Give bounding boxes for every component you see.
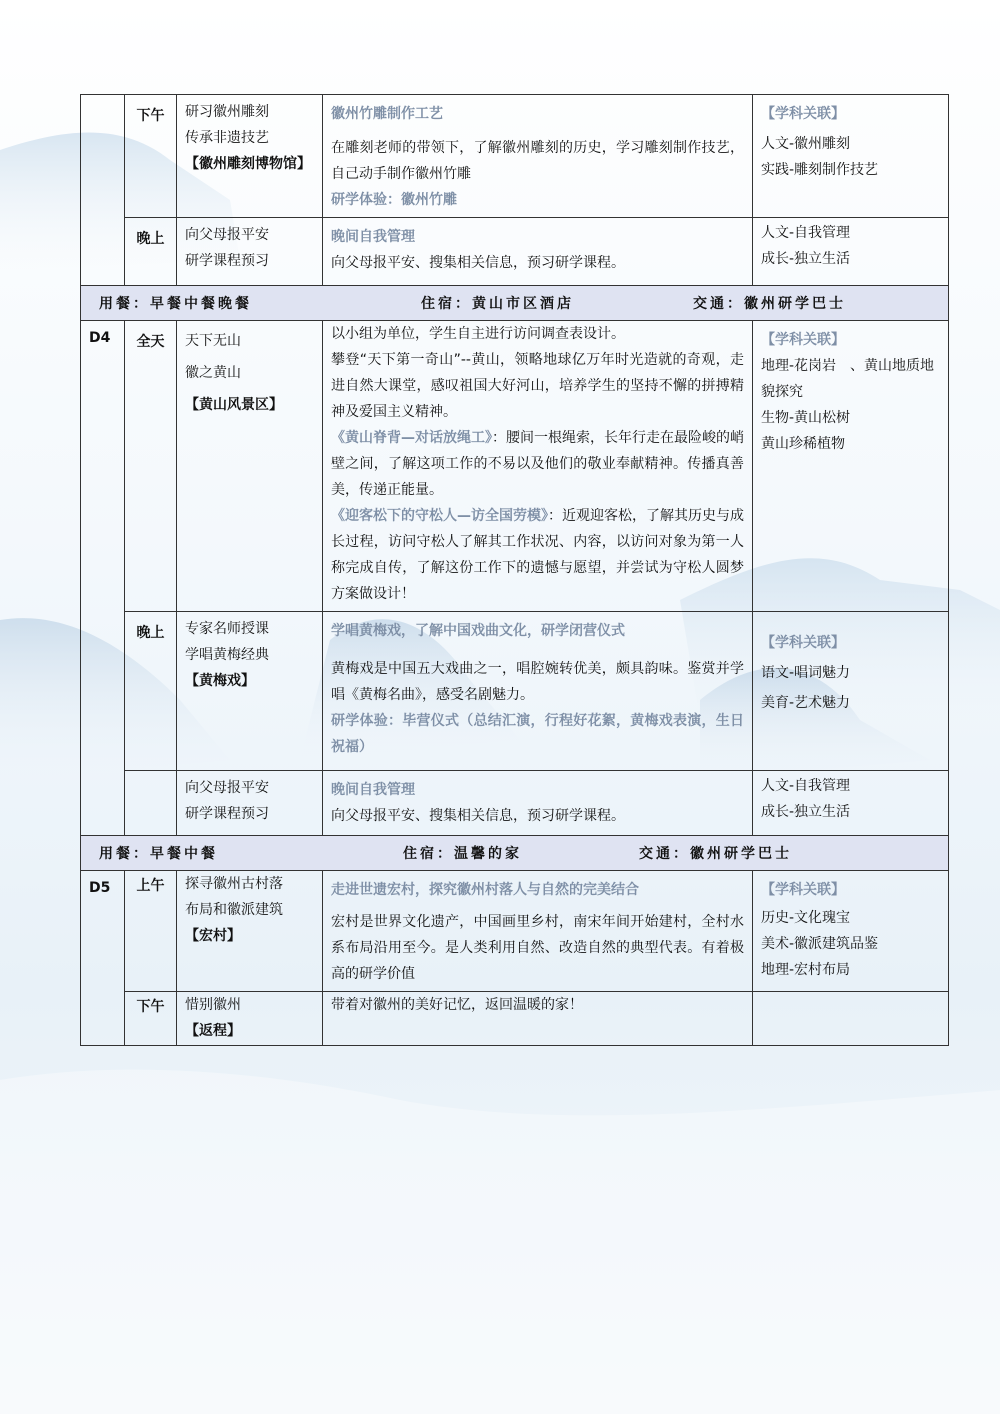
day-cell: D5 (81, 871, 125, 1046)
activity-line: 研习徽州雕刻 (185, 104, 269, 120)
subject-cell (753, 321, 949, 612)
table-row (81, 612, 949, 771)
subject-item: 成长-独立生活 (761, 251, 851, 267)
lodging-info: 住宿：温馨的家 (403, 846, 522, 862)
sub-title: 《黄山脊背—对话放绳工》 (331, 430, 492, 446)
summary-row (81, 286, 949, 321)
subject-item: 美术-徽派建筑品鉴 (761, 936, 879, 952)
content-cell (323, 321, 753, 612)
content-cell (323, 218, 753, 286)
subject-cell (753, 95, 949, 218)
activity-cell (177, 771, 323, 836)
activity-line: 向父母报平安 (185, 227, 269, 243)
content-desc: 向父母报平安、搜集相关信息，预习研学课程。 (331, 808, 625, 824)
experience-label: 研学体验：毕营仪式（总结汇演，行程好花絮，黄梅戏表演，生日祝福） (331, 713, 744, 755)
activity-line: 学唱黄梅经典 (185, 647, 269, 663)
time-cell: 上午 (125, 871, 177, 992)
transport-info: 交通：徽州研学巴士 (639, 846, 792, 862)
subject-item: 人文-自我管理 (761, 778, 851, 794)
activity-cell (177, 218, 323, 286)
place-label: 【徽州雕刻博物馆】 (185, 156, 311, 172)
subject-item: 人文-徽州雕刻 (761, 136, 851, 152)
place-label: 【黄梅戏】 (185, 673, 255, 689)
content-desc: 带着对徽州的美好记忆，返回温暖的家！ (331, 997, 583, 1013)
subject-tag: 【学科关联】 (761, 106, 845, 122)
subject-cell (753, 771, 949, 836)
activity-line: 专家名师授课 (185, 621, 269, 637)
meal-info: 用餐：早餐中餐 (99, 846, 218, 862)
day-cell (81, 95, 125, 286)
time-cell (125, 771, 177, 836)
content-desc: 在雕刻老师的带领下，了解徽州雕刻的历史，学习雕刻制作技艺，自己动手制作徽州竹雕 (331, 140, 744, 182)
subject-item: 实践-雕刻制作技艺 (761, 162, 879, 178)
activity-cell (177, 871, 323, 992)
content-cell (323, 771, 753, 836)
summary-cell (81, 286, 949, 321)
subject-item: 地理-宏村布局 (761, 962, 851, 978)
activity-line: 研学课程预习 (185, 253, 269, 269)
subject-item: 人文-自我管理 (761, 225, 851, 241)
content-para: 攀登“天下第一奇山”--黄山，领略地球亿万年时光造就的奇观，走进自然大课堂，感叹祖国大好河山，培养学生的坚持不懈的拼搏精神及爱国主义精神。 (331, 352, 744, 420)
activity-cell (177, 992, 323, 1046)
subject-item: 地理-花岗岩 、黄山地质地貌探究 (761, 358, 935, 400)
content-cell (323, 992, 753, 1046)
subject-cell (753, 612, 949, 771)
summary-row (81, 836, 949, 871)
activity-cell (177, 612, 323, 771)
content-desc: 宏村是世界文化遗产，中国画里乡村，南宋年间开始建村，全村水系布局沿用至今。是人类利用自然、改造自然的典型代表。有着极高的研学价值 (331, 914, 744, 982)
content-desc: 向父母报平安、搜集相关信息，预习研学课程。 (331, 255, 625, 271)
table-row (81, 771, 949, 836)
time-cell: 晚上 (125, 612, 177, 771)
activity-line: 徽之黄山 (185, 365, 241, 381)
table-row (81, 992, 949, 1046)
content-desc: 黄梅戏是中国五大戏曲之一，唱腔婉转优美，颇具韵味。鉴赏并学唱《黄梅名曲》，感受名剧魅力。 (331, 661, 744, 703)
activity-line: 惜别徽州 (185, 997, 241, 1013)
day-cell: D4 (81, 321, 125, 836)
table-row (81, 95, 949, 218)
place-label: 【宏村】 (185, 928, 241, 944)
subject-cell (753, 992, 949, 1046)
place-label: 【返程】 (185, 1023, 241, 1039)
subject-item: 黄山珍稀植物 (761, 436, 845, 452)
content-cell (323, 95, 753, 218)
activity-line: 布局和徽派建筑 (185, 902, 283, 918)
activity-cell (177, 95, 323, 218)
content-title: 走进世遗宏村，探究徽州村落人与自然的完美结合 (331, 882, 639, 898)
subject-item: 语文-唱词魅力 (761, 665, 851, 681)
content-para (331, 425, 744, 503)
lodging-info: 住宿：黄山市区酒店 (421, 296, 574, 312)
subject-cell (753, 871, 949, 992)
subject-item: 成长-独立生活 (761, 804, 851, 820)
time-cell: 下午 (125, 992, 177, 1046)
activity-cell (177, 321, 323, 612)
activity-line: 研学课程预习 (185, 806, 269, 822)
experience-label: 研学体验：徽州竹雕 (331, 192, 457, 208)
content-para: 以小组为单位，学生自主进行访问调查表设计。 (331, 326, 625, 342)
table-row (81, 321, 949, 612)
time-cell: 晚上 (125, 218, 177, 286)
content-title: 学唱黄梅戏，了解中国戏曲文化，研学闭营仪式 (331, 623, 625, 639)
subject-cell (753, 218, 949, 286)
time-cell: 全天 (125, 321, 177, 612)
subject-tag: 【学科关联】 (761, 882, 845, 898)
itinerary-table (80, 94, 949, 1046)
place-label: 【黄山风景区】 (185, 397, 283, 413)
sub-desc: ：近观迎客松，了解其历史与成长过程，访问守松人了解其工作状况、内容，以访问对象为第一人称完成自传，了解这份工作下的遗憾与愿望，并尝试为守松人圆梦方案做设计！ (331, 508, 744, 602)
content-cell (323, 612, 753, 771)
activity-line: 传承非遗技艺 (185, 130, 269, 146)
content-title: 徽州竹雕制作工艺 (331, 106, 443, 122)
transport-info: 交通：徽州研学巴士 (693, 296, 846, 312)
subject-item: 生物-黄山松树 (761, 410, 851, 426)
summary-cell (81, 836, 949, 871)
subject-item: 美育-艺术魅力 (761, 695, 851, 711)
activity-line: 向父母报平安 (185, 780, 269, 796)
content-title: 晚间自我管理 (331, 782, 415, 798)
content-title: 晚间自我管理 (331, 229, 415, 245)
subject-tag: 【学科关联】 (761, 635, 845, 651)
activity-line: 天下无山 (185, 333, 241, 349)
subject-item: 历史-文化瑰宝 (761, 910, 851, 926)
content-para (331, 503, 744, 607)
meal-info: 用餐：早餐中餐晚餐 (99, 296, 252, 312)
activity-line: 探寻徽州古村落 (185, 876, 283, 892)
table-row (81, 218, 949, 286)
sub-desc: ：腰间一根绳索，长年行走在最险峻的峭壁之间，了解这项工作的不易以及他们的敬业奉献精神。传播真善美，传递正能量。 (331, 430, 744, 498)
sub-title: 《迎客松下的守松人—访全国劳模》 (331, 508, 548, 524)
content-cell (323, 871, 753, 992)
table-row (81, 871, 949, 992)
time-cell: 下午 (125, 95, 177, 218)
subject-tag: 【学科关联】 (761, 332, 845, 348)
